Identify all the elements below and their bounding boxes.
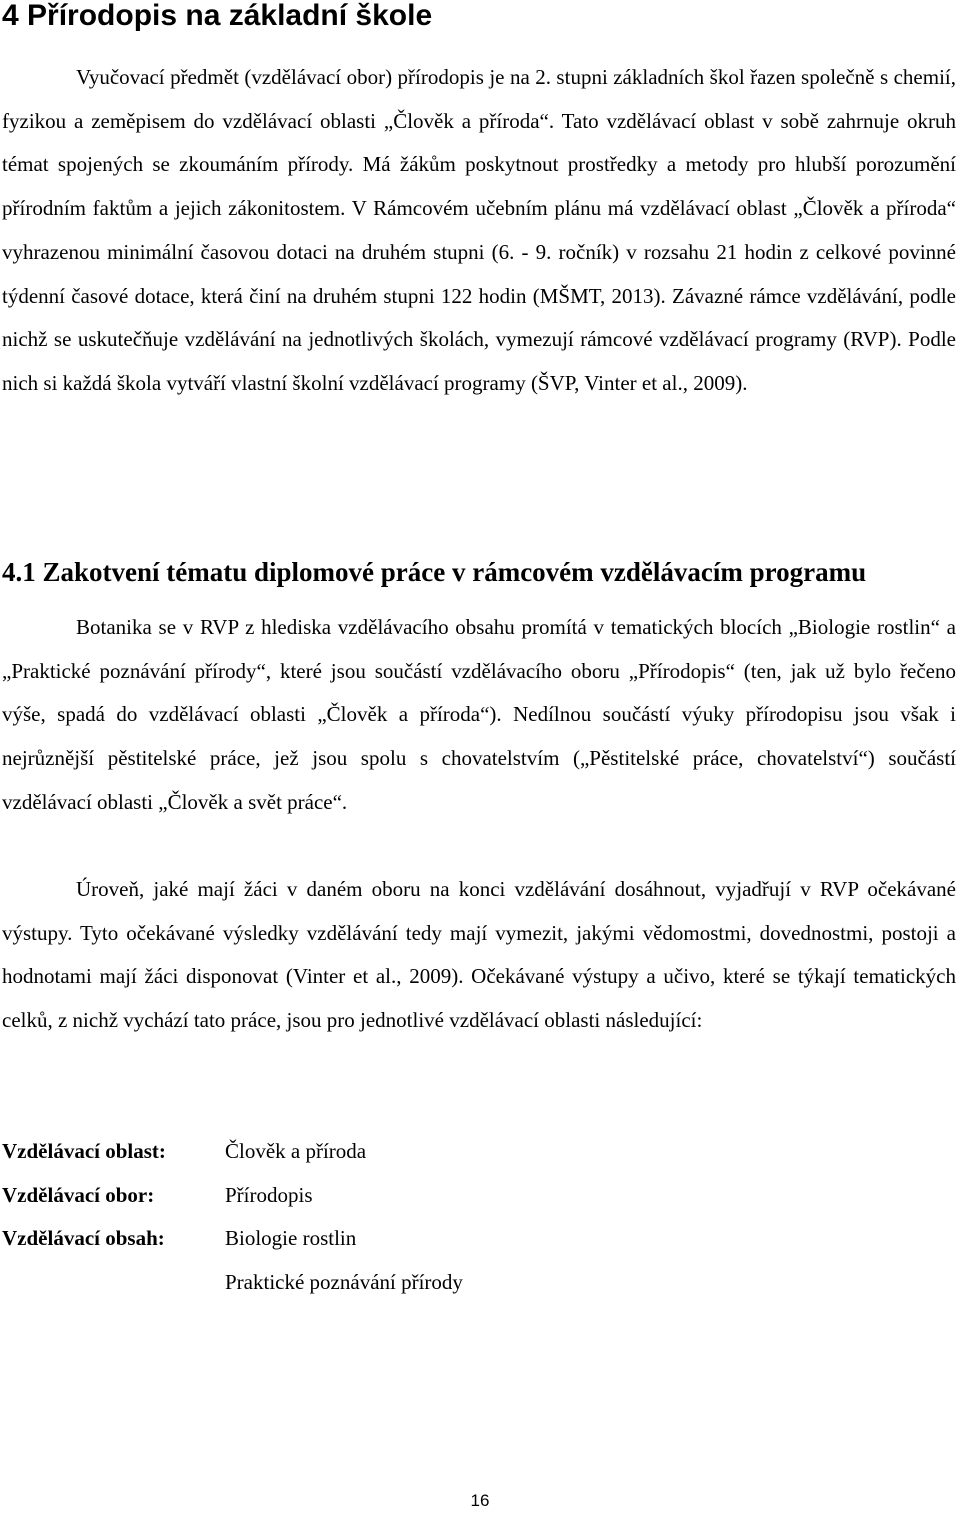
section-paragraph-2: Úroveň, jaké mají žáci v daném oboru na konci vzdělávání dosáhnout, vyjadřují v RVP očekávané výstupy. Tyto očekávané výsledky vzdělávání tedy mají vymezit, jakými vědomostmi, dovednostmi, postoji a hodnotami mají žáci disponovat (Vinter et al., 2009). Očekávané výstupy a učivo, které se týkají tematických celků, z nichž vychází tato práce, jsou pro jednotlivé vzdělávací oblasti následující:	[2, 877, 956, 1033]
chapter-title: 4 Přírodopis na základní škole	[2, 0, 433, 32]
curriculum-area-label: Vzdělávací oblast:	[2, 1139, 166, 1163]
curriculum-area-value: Člověk a příroda	[225, 1139, 367, 1163]
chapter-paragraph: Vyučovací předmět (vzdělávací obor) přírodopis je na 2. stupni základních škol řazen společně s chemií, fyzikou a zeměpisem do vzdělávací oblasti „Člověk a příroda“. Tato vzdělávací oblast v sobě zahrnuje okruh témat spojených se zkoumáním přírody. Má žákům poskytnout prostředky a metody pro hlubší porozumění přírodním faktům a jejich zákonitostem. V Rámcovém učebním plánu má vzdělávací oblast „Člověk a příroda“ vyhrazenou minimální časovou dotaci na druhém stupni (6. - 9. ročník) v rozsahu 21 hodin z celkové povinné týdenní časové dotace, která činí na druhém stupni 122 hodin (MŠMT, 2013). Závazné rámce vzdělávání, podle nichž se uskutečňuje vzdělávání na jednotlivých školách, vymezují rámcové vzdělávací programy (RVP). Podle nich si každá škola vytváří vlastní školní vzdělávací programy (ŠVP, Vinter et al., 2009).	[2, 65, 956, 395]
page-number: 16	[470, 1491, 490, 1510]
section-paragraph-1: Botanika se v RVP z hlediska vzdělávacího obsahu promítá v tematických blocích „Biologie rostlin“ a „Praktické poznávání přírody“, které jsou součástí vzdělávacího oboru „Přírodopis“ (ten, jak už bylo řečeno výše, spadá do vzdělávací oblasti „Člověk a příroda“). Nedílnou součástí výuky přírodopisu jsou však i nejrůznější pěstitelské práce, jež jsou spolu s chovatelstvím („Pěstitelské práce, chovatelství“) součástí vzdělávací oblasti „Člověk a svět práce“.	[2, 615, 956, 814]
curriculum-field-value: Přírodopis	[225, 1183, 313, 1207]
curriculum-field-label: Vzdělávací obor:	[2, 1183, 155, 1207]
curriculum-content-value-1: Biologie rostlin	[225, 1226, 357, 1250]
curriculum-content-value-2: Praktické poznávání přírody	[225, 1270, 463, 1294]
section-title: 4.1 Zakotvení tématu diplomové práce v rámcovém vzdělávacím programu	[2, 557, 867, 587]
curriculum-content-label: Vzdělávací obsah:	[2, 1226, 165, 1250]
